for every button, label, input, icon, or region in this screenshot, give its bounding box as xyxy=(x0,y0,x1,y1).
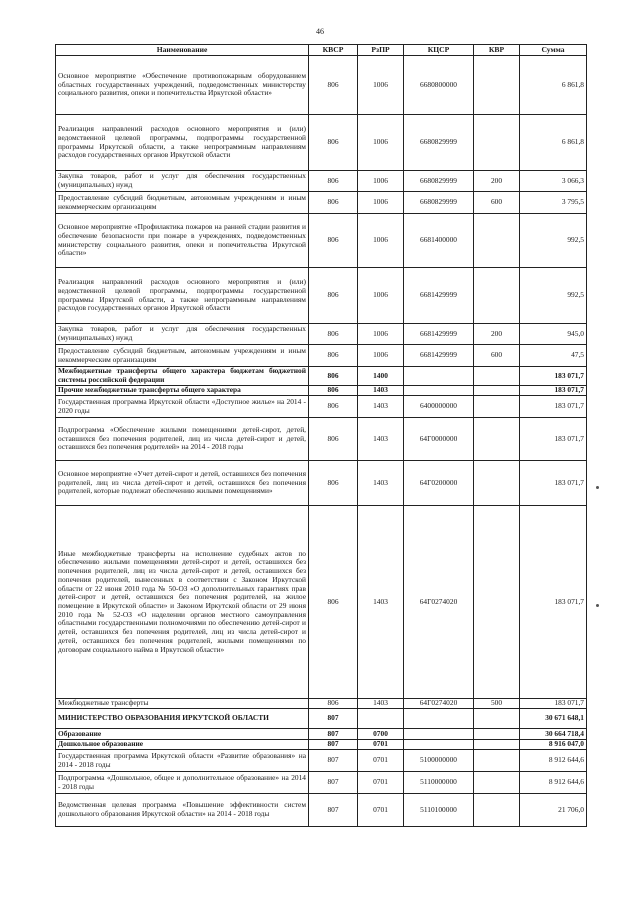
cell-name: Образование xyxy=(56,729,309,740)
cell-kvsr: 807 xyxy=(309,750,358,772)
cell-kvsr: 806 xyxy=(309,56,358,115)
cell-rzpr: 1006 xyxy=(358,268,404,324)
cell-kcsr: 6680829999 xyxy=(404,171,474,192)
cell-kvsr: 806 xyxy=(309,115,358,171)
table-row xyxy=(56,699,587,709)
cell-kvsr: 806 xyxy=(309,268,358,324)
table-row xyxy=(56,56,587,115)
cell-sum: 183 071,7 xyxy=(520,506,587,699)
cell-kcsr: 64Г0200000 xyxy=(404,461,474,506)
cell-name: Межбюджетные трансферты xyxy=(56,699,309,709)
cell-kvr: 200 xyxy=(474,324,520,345)
cell-sum: 21 706,0 xyxy=(520,794,587,827)
scan-dot xyxy=(596,486,599,489)
cell-kvr xyxy=(474,750,520,772)
table-row xyxy=(56,729,587,740)
cell-kvsr: 806 xyxy=(309,324,358,345)
cell-kvr xyxy=(474,367,520,386)
cell-sum: 30 671 648,1 xyxy=(520,709,587,729)
cell-rzpr: 1403 xyxy=(358,396,404,418)
cell-rzpr: 0701 xyxy=(358,750,404,772)
cell-kvsr: 806 xyxy=(309,506,358,699)
table-row xyxy=(56,324,587,345)
cell-name: Реализация направлений расходов основного мероприятия и (или) ведомственной целевой программы, подпрограммы государственной программы Иркутской области, а также непрограммным направлениям расходов государственных органов Иркутской области xyxy=(56,115,309,171)
cell-name: Государственная программа Иркутской области «Развитие образования» на 2014 - 2018 годы xyxy=(56,750,309,772)
cell-name: Основное мероприятие «Учет детей-сирот и детей, оставшихся без попечения родителей, лиц из числа детей-сирот и детей, оставшихся без попечения родителей, которые подлежат обеспечению жилыми помещениями» xyxy=(56,461,309,506)
cell-name: Иные межбюджетные трансферты на исполнение судебных актов по обеспечению жилыми помещениями детей-сирот и детей, оставшихся без попечения родителей, лиц из числа детей-сирот и детей, оставшихся без попечения родителей, вынесенных в соответствии с Законом Иркутской области от 22 июня 2010 года № 50-ОЗ «О дополнительных гарантиях прав детей-сирот и детей, оставшихся без попечения родителей, на жилое помещение в Иркутской области» и Законом Иркутской области от 29 июня 2010 года № 52-ОЗ «О наделении органов местного самоуправления областными государственными полномочиями по обеспечению детей-сирот и детей, оставшихся без попечения родителей, лиц из числа детей-сирот и детей, оставшихся без попечения родителей, жилыми помещениями по договорам социального найма в Иркутской области» xyxy=(56,506,309,699)
cell-rzpr: 1006 xyxy=(358,345,404,367)
cell-name: Закупка товаров, работ и услуг для обеспечения государственных (муниципальных) нужд xyxy=(56,324,309,345)
cell-kcsr xyxy=(404,740,474,750)
table-row xyxy=(56,386,587,396)
page-number: 46 xyxy=(316,27,324,36)
table-row xyxy=(56,772,587,794)
cell-kvsr: 806 xyxy=(309,396,358,418)
cell-rzpr: 1006 xyxy=(358,56,404,115)
cell-kcsr: 5100000000 xyxy=(404,750,474,772)
cell-kvsr: 806 xyxy=(309,418,358,461)
table-row xyxy=(56,794,587,827)
cell-sum: 183 071,7 xyxy=(520,461,587,506)
cell-kvsr: 806 xyxy=(309,386,358,396)
cell-sum: 992,5 xyxy=(520,268,587,324)
cell-kvsr: 806 xyxy=(309,345,358,367)
cell-rzpr: 1006 xyxy=(358,115,404,171)
cell-name: Межбюджетные трансферты общего характера бюджетам бюджетной системы российской федерации xyxy=(56,367,309,386)
cell-rzpr: 1400 xyxy=(358,367,404,386)
cell-rzpr: 1403 xyxy=(358,506,404,699)
cell-kvr: 600 xyxy=(474,192,520,214)
cell-kcsr xyxy=(404,367,474,386)
cell-kvsr: 806 xyxy=(309,192,358,214)
cell-kcsr: 6681429999 xyxy=(404,268,474,324)
cell-name: МИНИСТЕРСТВО ОБРАЗОВАНИЯ ИРКУТСКОЙ ОБЛАСТИ xyxy=(56,709,309,729)
cell-rzpr: 1006 xyxy=(358,324,404,345)
cell-rzpr: 1403 xyxy=(358,461,404,506)
cell-rzpr: 1403 xyxy=(358,699,404,709)
budget-table xyxy=(55,44,587,827)
cell-kcsr: 6681400000 xyxy=(404,214,474,268)
cell-rzpr: 0701 xyxy=(358,794,404,827)
cell-name: Дошкольное образование xyxy=(56,740,309,750)
cell-kvr xyxy=(474,214,520,268)
table-row xyxy=(56,214,587,268)
cell-kvr xyxy=(474,396,520,418)
cell-rzpr: 1006 xyxy=(358,214,404,268)
cell-sum: 47,5 xyxy=(520,345,587,367)
cell-kvsr: 807 xyxy=(309,729,358,740)
cell-sum: 183 071,7 xyxy=(520,367,587,386)
cell-kvr: 500 xyxy=(474,699,520,709)
cell-kvsr: 806 xyxy=(309,171,358,192)
table-row xyxy=(56,268,587,324)
cell-name: Предоставление субсидий бюджетным, автономным учреждениям и иным некоммерческим организациям xyxy=(56,345,309,367)
cell-sum: 30 664 718,4 xyxy=(520,729,587,740)
table-row xyxy=(56,345,587,367)
cell-kcsr: 6400000000 xyxy=(404,396,474,418)
cell-name: Реализация направлений расходов основного мероприятия и (или) ведомственной целевой программы, подпрограммы государственной программы Иркутской области, а также непрограммным направлениям расходов государственных органов Иркутской области xyxy=(56,268,309,324)
header-rzpr: РзПР xyxy=(358,45,404,56)
cell-kvr xyxy=(474,115,520,171)
header-kvr: КВР xyxy=(474,45,520,56)
cell-rzpr: 1403 xyxy=(358,386,404,396)
table-row xyxy=(56,750,587,772)
cell-kcsr: 5110000000 xyxy=(404,772,474,794)
table-row xyxy=(56,418,587,461)
cell-rzpr: 0701 xyxy=(358,772,404,794)
cell-kvr xyxy=(474,794,520,827)
cell-kvr xyxy=(474,506,520,699)
cell-kvr xyxy=(474,729,520,740)
cell-sum: 945,0 xyxy=(520,324,587,345)
cell-kvsr: 806 xyxy=(309,461,358,506)
cell-kcsr: 5110100000 xyxy=(404,794,474,827)
cell-sum: 6 861,8 xyxy=(520,115,587,171)
cell-rzpr: 1403 xyxy=(358,418,404,461)
cell-kvr: 200 xyxy=(474,171,520,192)
cell-name: Основное мероприятие «Профилактика пожаров на ранней стадии развития и обеспечение безопасности при пожаре в учреждениях, подведомственных министерству социального развития, опеки и попечительства Иркутской области» xyxy=(56,214,309,268)
cell-rzpr: 0701 xyxy=(358,740,404,750)
cell-kvr xyxy=(474,740,520,750)
cell-kvr xyxy=(474,418,520,461)
cell-kvsr: 807 xyxy=(309,772,358,794)
table-row xyxy=(56,115,587,171)
cell-kvsr: 807 xyxy=(309,794,358,827)
cell-sum: 8 912 644,6 xyxy=(520,772,587,794)
header-sum: Сумма xyxy=(520,45,587,56)
header-name: Наименование xyxy=(56,45,309,56)
cell-sum: 992,5 xyxy=(520,214,587,268)
scan-dot xyxy=(596,604,599,607)
cell-kcsr: 6681429999 xyxy=(404,345,474,367)
cell-kvr xyxy=(474,461,520,506)
table-row xyxy=(56,171,587,192)
cell-name: Прочие межбюджетные трансферты общего характера xyxy=(56,386,309,396)
cell-rzpr: 0700 xyxy=(358,729,404,740)
cell-sum: 8 916 047,0 xyxy=(520,740,587,750)
cell-sum: 183 071,7 xyxy=(520,418,587,461)
header-kcsr: КЦСР xyxy=(404,45,474,56)
cell-kvr xyxy=(474,772,520,794)
cell-kcsr: 6681429999 xyxy=(404,324,474,345)
cell-name: Предоставление субсидий бюджетным, автономным учреждениям и иным некоммерческим организациям xyxy=(56,192,309,214)
cell-kcsr: 64Г0000000 xyxy=(404,418,474,461)
cell-kvr xyxy=(474,56,520,115)
cell-name: Подпрограмма «Дошкольное, общее и дополнительное образование» на 2014 - 2018 годы xyxy=(56,772,309,794)
cell-kvr xyxy=(474,709,520,729)
table-header-row xyxy=(56,45,587,56)
cell-kcsr: 6680829999 xyxy=(404,192,474,214)
cell-sum: 6 861,8 xyxy=(520,56,587,115)
cell-kvsr: 806 xyxy=(309,699,358,709)
table-row xyxy=(56,192,587,214)
cell-name: Ведомственная целевая программа «Повышение эффективности систем дошкольного образования Иркутской области» на 2014 - 2018 годы xyxy=(56,794,309,827)
cell-kcsr xyxy=(404,386,474,396)
table-row xyxy=(56,506,587,699)
cell-name: Подпрограмма «Обеспечение жилыми помещениями детей-сирот, детей, оставшихся без попечения родителей, лиц из числа детей-сирот и детей, оставшихся без попечения родителей» на 2014 - 2018 годы xyxy=(56,418,309,461)
table-row xyxy=(56,461,587,506)
cell-kvr xyxy=(474,386,520,396)
cell-kvr: 600 xyxy=(474,345,520,367)
cell-sum: 183 071,7 xyxy=(520,396,587,418)
cell-kvr xyxy=(474,268,520,324)
cell-sum: 3 795,5 xyxy=(520,192,587,214)
cell-kvsr: 806 xyxy=(309,367,358,386)
cell-sum: 183 071,7 xyxy=(520,386,587,396)
cell-name: Государственная программа Иркутской области «Доступное жилье» на 2014 - 2020 годы xyxy=(56,396,309,418)
cell-rzpr: 1006 xyxy=(358,192,404,214)
table-row xyxy=(56,709,587,729)
cell-kvsr: 806 xyxy=(309,214,358,268)
cell-kcsr: 64Г0274020 xyxy=(404,506,474,699)
table-row xyxy=(56,367,587,386)
cell-kcsr xyxy=(404,709,474,729)
cell-rzpr xyxy=(358,709,404,729)
cell-kcsr: 6680800000 xyxy=(404,56,474,115)
cell-rzpr: 1006 xyxy=(358,171,404,192)
cell-name: Основное мероприятие «Обеспечение противопожарным оборудованием областных государственных учреждений, подведомственных министерству социального развития, опеки и попечительства Иркутской области» xyxy=(56,56,309,115)
cell-kcsr: 6680829999 xyxy=(404,115,474,171)
table-row xyxy=(56,740,587,750)
cell-kcsr: 64Г0274020 xyxy=(404,699,474,709)
cell-sum: 183 071,7 xyxy=(520,699,587,709)
cell-sum: 3 066,3 xyxy=(520,171,587,192)
cell-kcsr xyxy=(404,729,474,740)
cell-kvsr: 807 xyxy=(309,740,358,750)
header-kvsr: КВСР xyxy=(309,45,358,56)
cell-sum: 8 912 644,6 xyxy=(520,750,587,772)
cell-kvsr: 807 xyxy=(309,709,358,729)
table-row xyxy=(56,396,587,418)
cell-name: Закупка товаров, работ и услуг для обеспечения государственных (муниципальных) нужд xyxy=(56,171,309,192)
